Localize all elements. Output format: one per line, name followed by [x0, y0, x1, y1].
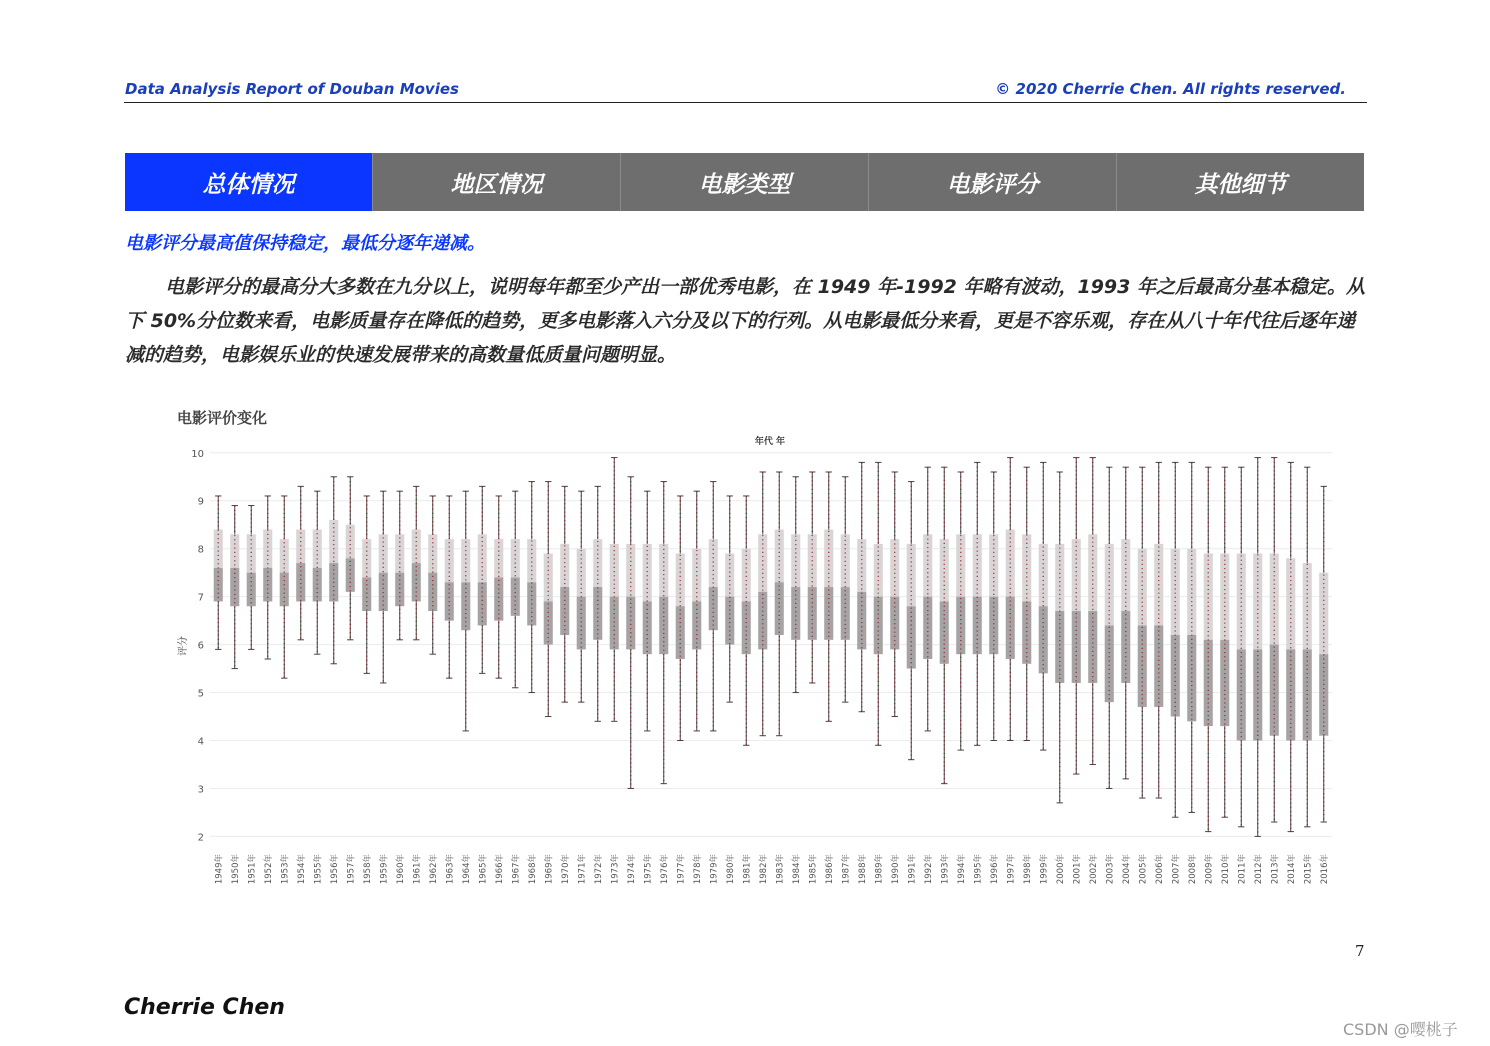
tab-region[interactable]: 地区情况 — [373, 153, 621, 211]
x-tick-label: 2012年 — [1253, 854, 1264, 885]
x-tick-label: 2010年 — [1220, 854, 1231, 885]
x-tick-label: 1987年 — [841, 854, 852, 885]
x-tick-label: 1962年 — [428, 854, 439, 885]
upper-box — [428, 534, 437, 572]
x-tick-label: 1949年 — [214, 854, 225, 885]
x-tick-label: 2003年 — [1105, 854, 1116, 885]
x-tick-label: 1975年 — [643, 854, 654, 885]
upper-box — [775, 530, 784, 583]
x-tick-label: 1969年 — [544, 854, 555, 885]
x-tick-label: 1965年 — [478, 854, 489, 885]
lower-box — [989, 597, 998, 655]
lower-box — [857, 592, 866, 650]
page-number: 7 — [1355, 942, 1365, 960]
lower-box — [478, 582, 487, 625]
section-tabs — [125, 153, 1364, 211]
x-tick-label: 2016年 — [1319, 854, 1330, 885]
x-tick-label: 1988年 — [857, 854, 868, 885]
x-tick-label: 1999年 — [1039, 854, 1050, 885]
x-tick-label: 1955年 — [313, 854, 324, 885]
lower-box — [1286, 649, 1295, 740]
x-tick-label: 1979年 — [709, 854, 720, 885]
y-axis-label: 评分 — [178, 636, 189, 656]
x-tick-label: 1997年 — [1006, 854, 1017, 885]
lower-box — [461, 582, 470, 630]
lower-box — [1121, 611, 1130, 683]
tab-details[interactable]: 其他细节 — [1117, 153, 1364, 211]
x-tick-label: 2014年 — [1286, 854, 1297, 885]
y-tick-label: 3 — [197, 784, 204, 796]
x-tick-label: 1985年 — [808, 854, 819, 885]
upper-box — [313, 530, 322, 568]
x-tick-label: 2008年 — [1187, 854, 1198, 885]
lower-box — [610, 597, 619, 650]
x-tick-label: 1966年 — [494, 854, 505, 885]
x-tick-label: 1959年 — [379, 854, 390, 885]
lower-box — [1319, 654, 1328, 736]
x-tick-label: 1986年 — [824, 854, 835, 885]
x-tick-label: 1989年 — [874, 854, 885, 885]
upper-box — [263, 530, 272, 568]
lower-box — [1055, 611, 1064, 683]
lower-box — [1006, 597, 1015, 659]
x-tick-label: 1952年 — [263, 854, 274, 885]
lower-box — [725, 597, 734, 645]
lower-box — [956, 597, 965, 655]
x-tick-label: 1967年 — [511, 854, 522, 885]
y-tick-label: 4 — [197, 736, 204, 748]
lower-box — [560, 587, 569, 635]
upper-box — [824, 530, 833, 588]
upper-box — [1237, 553, 1246, 649]
x-tick-label: 1978年 — [692, 854, 703, 885]
copyright: © 2020 Cherrie Chen. All rights reserved. — [995, 80, 1346, 98]
analysis-paragraph: 电影评分的最高分大多数在九分以上，说明每年都至少产出一部优秀电影，在 1949 年-1992 年略有波动，1993 年之后最高分基本稳定。从下 50%分位数来看，电影质量存在降低的趋势，更多电影落入六分及以下的行列。从电影最低分来看，更是不容乐观，存在从八十年代往后逐年递减的趋势，电影娱乐业的快速发展带来的高数量低质量问题明显。 — [125, 276, 1365, 366]
tab-genre[interactable]: 电影类型 — [621, 153, 869, 211]
upper-box — [709, 539, 718, 587]
x-tick-label: 2015年 — [1303, 854, 1314, 885]
x-tick-label: 2006年 — [1154, 854, 1165, 885]
x-tick-label: 1994年 — [956, 854, 967, 885]
x-tick-label: 1995年 — [973, 854, 984, 885]
y-tick-label: 10 — [191, 448, 204, 460]
upper-box — [1022, 534, 1031, 601]
chart-title: 电影评价变化 — [177, 409, 268, 427]
x-tick-label: 1957年 — [346, 854, 357, 885]
x-tick-label: 2005年 — [1138, 854, 1149, 885]
x-tick-label: 1984年 — [791, 854, 802, 885]
x-tick-label: 1953年 — [280, 854, 291, 885]
x-tick-label: 1990年 — [890, 854, 901, 885]
upper-box — [214, 530, 223, 568]
x-tick-label: 2002年 — [1088, 854, 1099, 885]
lower-box — [692, 601, 701, 649]
x-tick-label: 1960年 — [395, 854, 406, 885]
x-tick-label: 1951年 — [247, 854, 258, 885]
x-tick-label: 1956年 — [329, 854, 340, 885]
author-signature: Cherrie Chen — [124, 995, 285, 1020]
rating-boxplot-chart — [170, 428, 1340, 888]
x-tick-label: 1991年 — [907, 854, 918, 885]
upper-box — [1121, 539, 1130, 611]
x-tick-label: 1968年 — [527, 854, 538, 885]
x-tick-label: 1993年 — [940, 854, 951, 885]
x-tick-label: 1974年 — [626, 854, 637, 885]
x-tick-label: 1983年 — [775, 854, 786, 885]
y-tick-label: 8 — [197, 544, 204, 556]
x-tick-label: 2011年 — [1237, 854, 1248, 885]
tab-rating[interactable]: 电影评分 — [869, 153, 1117, 211]
x-tick-label: 1977年 — [676, 854, 687, 885]
tab-overview[interactable]: 总体情况 — [125, 153, 373, 211]
report-title: Data Analysis Report of Douban Movies — [125, 80, 459, 98]
upper-box — [676, 553, 685, 606]
y-tick-label: 7 — [197, 592, 204, 604]
x-tick-label: 1973年 — [610, 854, 621, 885]
upper-box — [841, 534, 850, 587]
x-tick-label: 1982年 — [758, 854, 769, 885]
x-tick-label: 1972年 — [593, 854, 604, 885]
upper-box — [577, 549, 586, 597]
lower-box — [1270, 645, 1279, 736]
upper-box — [1072, 539, 1081, 611]
x-tick-label: 1950年 — [230, 854, 241, 885]
x-tick-label: 1964年 — [461, 854, 472, 885]
upper-box — [758, 534, 767, 592]
y-tick-label: 5 — [197, 688, 204, 700]
x-tick-label: 2013年 — [1270, 854, 1281, 885]
lower-box — [890, 597, 899, 650]
x-tick-label: 2009年 — [1204, 854, 1215, 885]
chart-legend-title: 年代 年 — [754, 437, 786, 447]
x-tick-label: 1958年 — [362, 854, 373, 885]
x-tick-label: 1970年 — [560, 854, 571, 885]
x-tick-label: 1980年 — [725, 854, 736, 885]
header-divider — [124, 102, 1367, 103]
y-tick-label: 6 — [197, 640, 204, 652]
y-tick-label: 9 — [197, 496, 204, 508]
watermark: CSDN @嘤桃子 — [1343, 1020, 1458, 1039]
x-tick-label: 1971年 — [577, 854, 588, 885]
x-tick-label: 2004年 — [1121, 854, 1132, 885]
upper-box — [940, 539, 949, 601]
x-tick-label: 2001年 — [1072, 854, 1083, 885]
x-tick-label: 1961年 — [412, 854, 423, 885]
y-tick-label: 2 — [197, 832, 204, 844]
x-tick-label: 2007年 — [1171, 854, 1182, 885]
x-tick-label: 1998年 — [1022, 854, 1033, 885]
x-tick-label: 1963年 — [445, 854, 456, 885]
upper-box — [692, 549, 701, 602]
x-tick-label: 1976年 — [659, 854, 670, 885]
upper-box — [544, 553, 553, 601]
x-tick-label: 1981年 — [742, 854, 753, 885]
x-tick-label: 1996年 — [989, 854, 1000, 885]
upper-box — [791, 534, 800, 587]
x-tick-label: 2000年 — [1055, 854, 1066, 885]
section-headline: 电影评分最高值保持稳定，最低分逐年递减。 — [125, 233, 485, 254]
lower-box — [1154, 625, 1163, 707]
x-tick-label: 1992年 — [923, 854, 934, 885]
upper-box — [973, 534, 982, 596]
x-tick-label: 1954年 — [296, 854, 307, 885]
